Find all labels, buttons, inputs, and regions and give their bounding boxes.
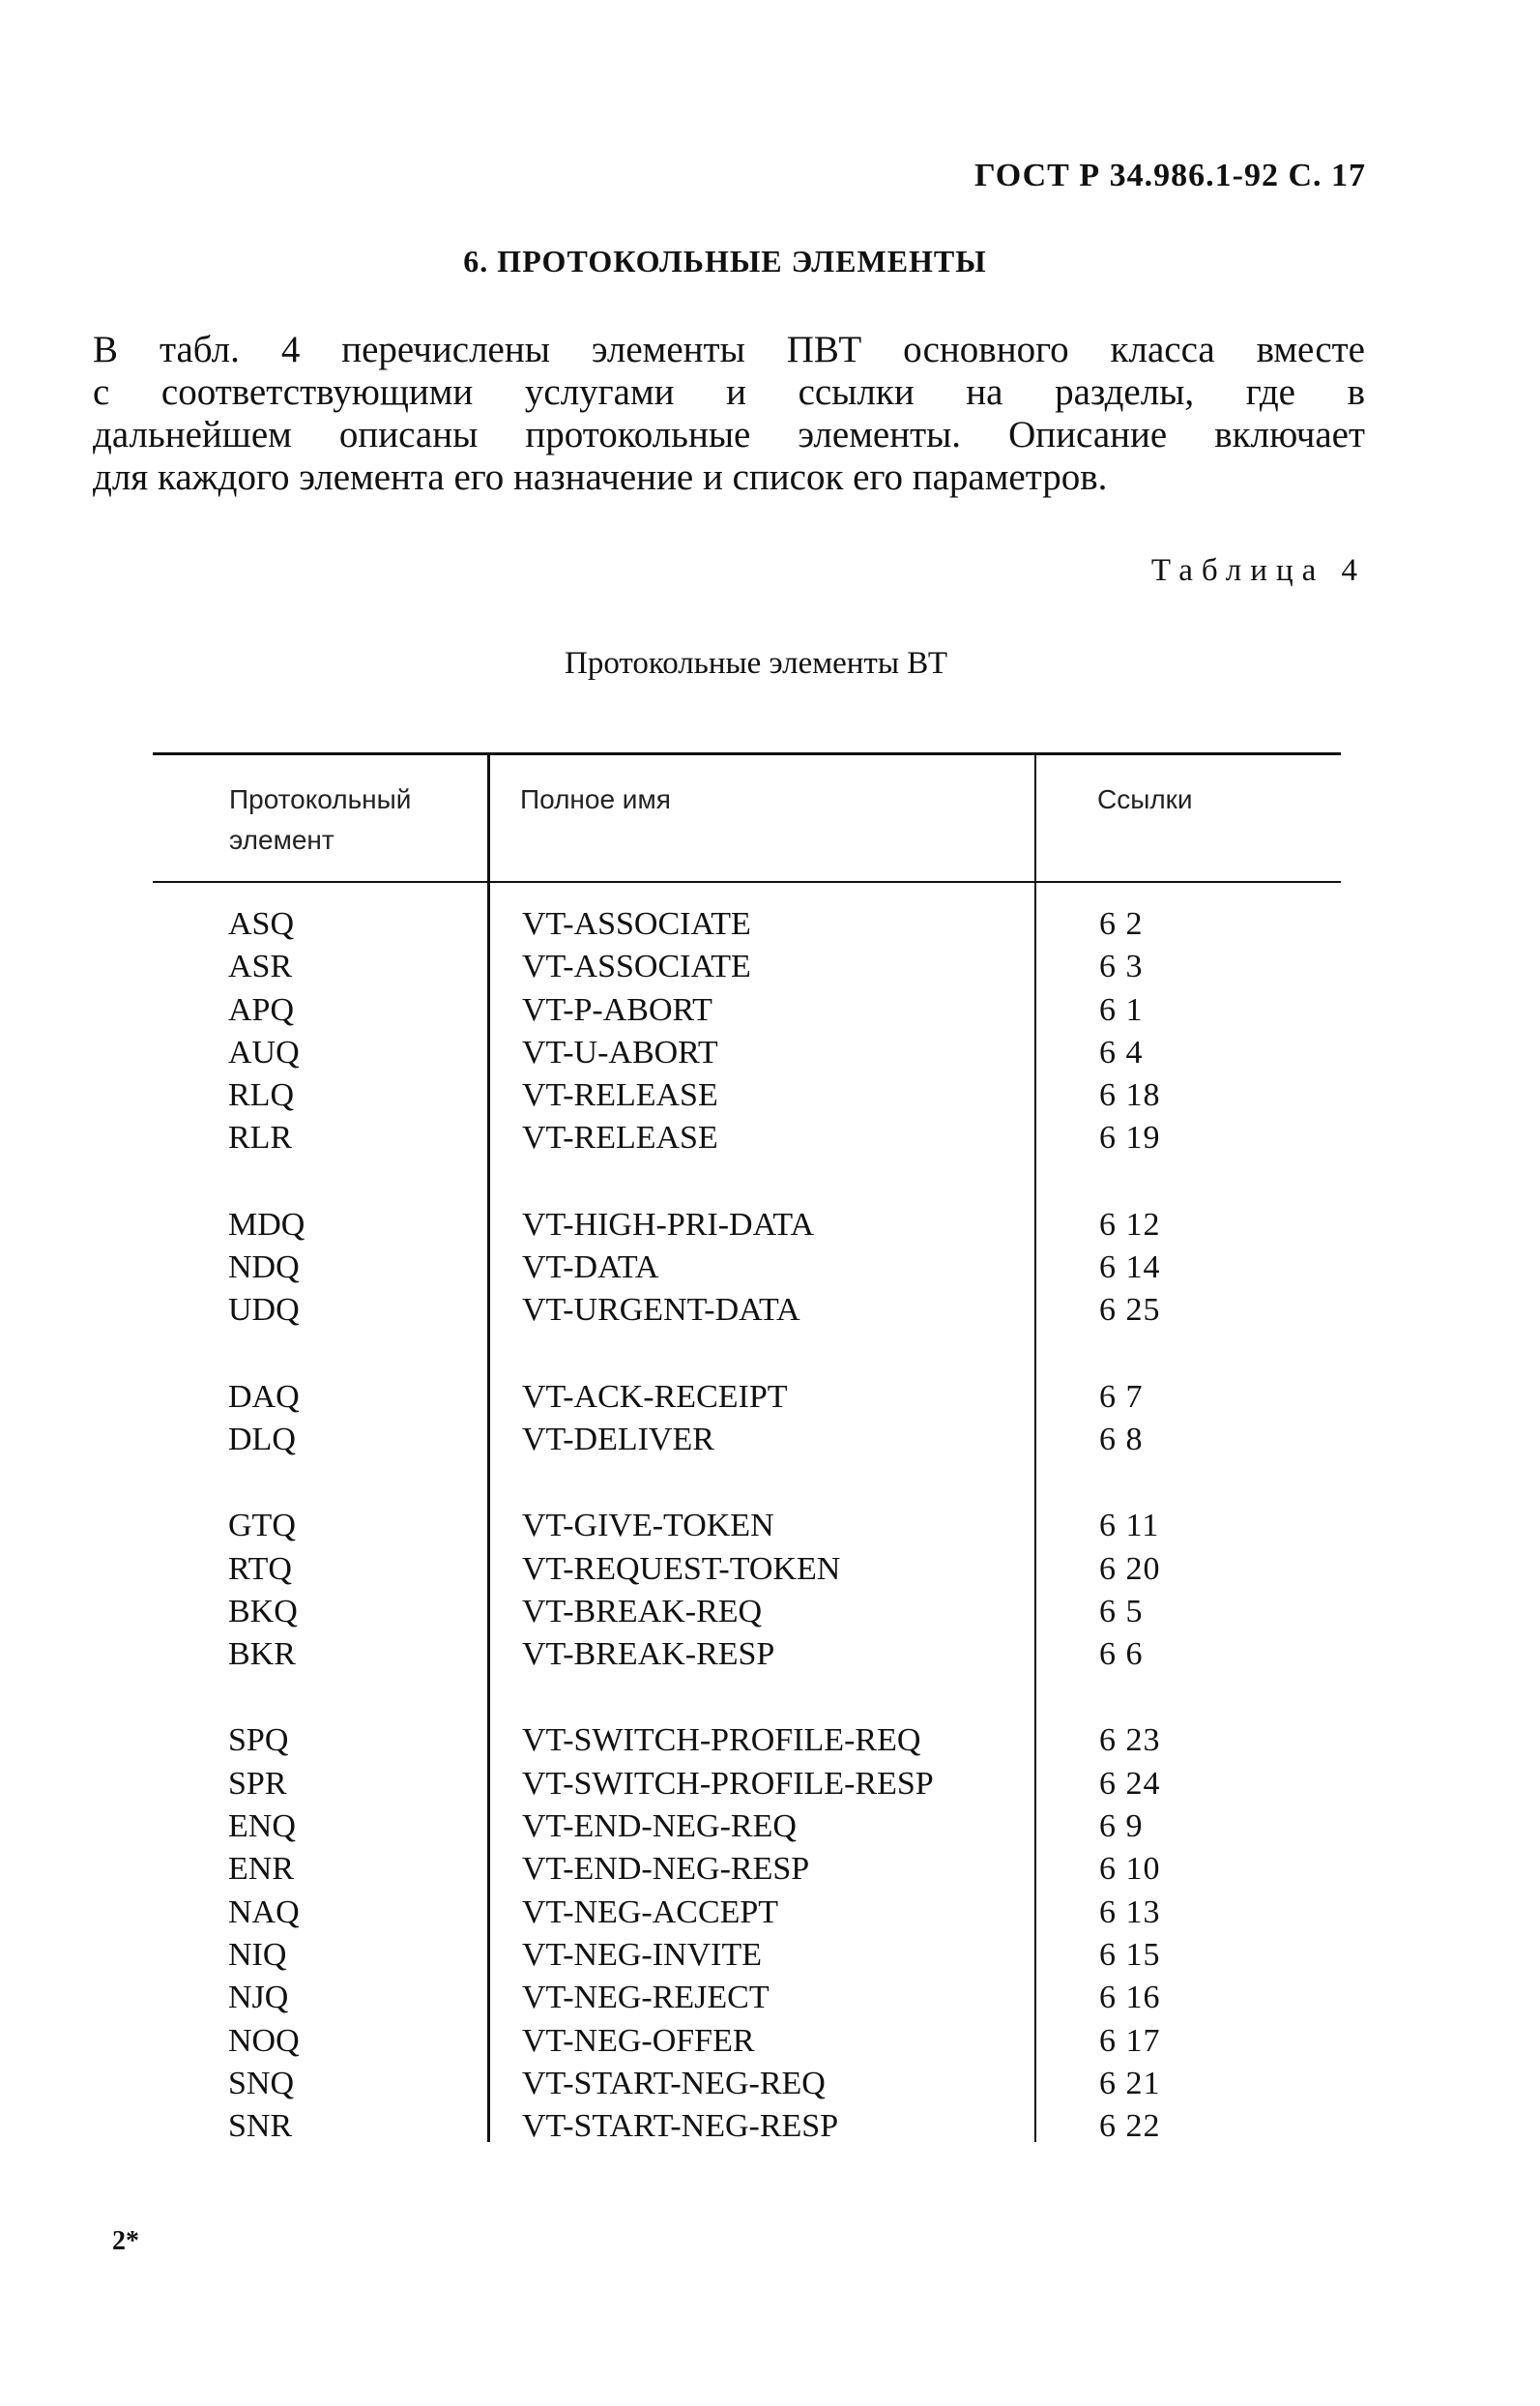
table-body [0,903,1540,2148]
table-row [0,1376,1540,1419]
cell-reference: 6 15 [1099,1936,1161,1973]
table-row [0,903,1540,946]
cell-element: NAQ [228,1893,300,1930]
table-top-rule [153,752,1341,755]
table-row [0,1977,1540,2019]
cell-element: NJQ [228,1980,289,2016]
cell-reference: 6 17 [1099,2022,1161,2059]
cell-full-name: VT-ACK-RECEIPT [522,1378,788,1415]
table-label: Таблица 4 [1150,553,1366,588]
table-row [0,2063,1540,2105]
cell-full-name: VT-URGENT-DATA [522,1292,800,1329]
intro-paragraph [93,329,1365,499]
cell-reference: 6 18 [1099,1077,1161,1114]
table-row [0,1934,1540,1977]
header-references: Ссылки [1097,784,1193,814]
table-row [0,1032,1540,1074]
table-row [0,1117,1540,1159]
table-row [0,1719,1540,1762]
cell-full-name: VT-RELEASE [522,1077,718,1114]
header-full-name: Полное имя [520,784,671,814]
table-row [0,1633,1540,1676]
cell-element: BKR [228,1636,296,1673]
cell-reference: 6 14 [1099,1249,1161,1286]
cell-full-name: VT-REQUEST-TOKEN [522,1550,841,1587]
cell-element: AUQ [228,1034,300,1071]
table-row [0,1505,1540,1547]
header-element: Протокольный элемент [229,784,412,855]
cell-element: ASQ [228,906,295,942]
cell-full-name: VT-END-NEG-RESP [522,1851,810,1888]
cell-element: RTQ [228,1550,292,1587]
cell-reference: 6 24 [1099,1765,1161,1802]
cell-full-name: VT-P-ABORT [522,991,712,1028]
table-row [0,1247,1540,1289]
cell-element: RLQ [228,1077,294,1114]
cell-full-name: VT-NEG-OFFER [522,2022,755,2059]
cell-element: UDQ [228,1292,300,1329]
cell-element: SNR [228,2108,293,2145]
table-row [0,1074,1540,1117]
table-row [0,1848,1540,1891]
cell-element: RLR [228,1120,293,1157]
table-row [0,2020,1540,2063]
table-caption: Протокольные элементы ВТ [565,646,947,681]
table-row [0,946,1540,988]
cell-full-name: VT-END-NEG-REQ [522,1808,797,1845]
cell-reference: 6 4 [1099,1034,1144,1071]
cell-full-name: VT-SWITCH-PROFILE-REQ [522,1722,921,1759]
cell-reference: 6 23 [1099,1722,1161,1759]
intro-line: В табл. 4 перечислены элементы ПВТ основного класса вместе [93,329,1365,370]
intro-line: дальнейшем описаны протокольные элементы. Описание включает [93,414,1365,455]
cell-full-name: VT-NEG-REJECT [522,1980,770,2016]
section-title: 6. ПРОТОКОЛЬНЫЕ ЭЛЕМЕНТЫ [463,244,987,279]
table-row [0,1805,1540,1848]
table-row [0,1204,1540,1247]
cell-reference: 6 25 [1099,1292,1161,1329]
cell-reference: 6 8 [1099,1421,1144,1457]
cell-reference: 6 11 [1099,1508,1160,1544]
cell-element: SNQ [228,2065,295,2101]
table-header-rule [153,881,1341,883]
cell-element: ASR [228,949,293,985]
cell-element: MDQ [228,1206,305,1243]
cell-reference: 6 3 [1099,949,1144,985]
cell-full-name: VT-ASSOCIATE [522,906,751,942]
cell-element: APQ [228,991,295,1028]
cell-full-name: VT-BREAK-RESP [522,1636,775,1673]
cell-full-name: VT-ASSOCIATE [522,949,751,985]
cell-reference: 6 5 [1099,1593,1144,1629]
cell-reference: 6 10 [1099,1851,1161,1888]
cell-reference: 6 16 [1099,1980,1161,2016]
cell-element: NIQ [228,1936,287,1973]
intro-line: с соответствующими услугами и ссылки на разделы, где в [93,371,1365,413]
cell-element: BKQ [228,1593,298,1629]
table-row [0,2105,1540,2148]
cell-full-name: VT-DATA [522,1249,659,1286]
cell-full-name: VT-DELIVER [522,1421,714,1457]
signature-mark: 2* [112,2226,139,2256]
cell-element: SPR [228,1765,287,1802]
cell-full-name: VT-RELEASE [522,1120,718,1157]
cell-reference: 6 9 [1099,1808,1144,1845]
cell-full-name: VT-GIVE-TOKEN [522,1508,774,1544]
cell-full-name: VT-SWITCH-PROFILE-RESP [522,1765,934,1802]
cell-reference: 6 1 [1099,991,1144,1028]
cell-full-name: VT-U-ABORT [522,1034,718,1071]
cell-full-name: VT-BREAK-REQ [522,1593,763,1629]
table-row [0,1763,1540,1805]
cell-reference: 6 22 [1099,2108,1161,2145]
cell-reference: 6 19 [1099,1120,1161,1157]
table-row [0,1548,1540,1591]
table-row [0,1419,1540,1461]
cell-reference: 6 12 [1099,1206,1161,1243]
cell-element: GTQ [228,1508,296,1544]
cell-element: NOQ [228,2022,300,2059]
cell-full-name: VT-START-NEG-REQ [522,2065,826,2101]
intro-line: для каждого элемента его назначение и список его параметров. [93,456,1108,498]
cell-element: DAQ [228,1378,300,1415]
document-code: ГОСТ Р 34.986.1-92 С. 17 [973,158,1366,193]
cell-full-name: VT-NEG-ACCEPT [522,1893,779,1930]
table-row [0,1591,1540,1633]
cell-element: ENQ [228,1808,296,1845]
cell-reference: 6 2 [1099,906,1144,942]
table-row [0,989,1540,1032]
table-row [0,1892,1540,1934]
cell-reference: 6 6 [1099,1636,1144,1673]
table-row [0,1289,1540,1332]
cell-element: SPQ [228,1722,289,1759]
cell-reference: 6 21 [1099,2065,1161,2101]
cell-reference: 6 7 [1099,1378,1144,1415]
cell-element: ENR [228,1851,294,1888]
cell-full-name: VT-NEG-INVITE [522,1936,763,1973]
cell-element: DLQ [228,1421,296,1457]
cell-reference: 6 20 [1099,1550,1161,1587]
cell-element: NDQ [228,1249,300,1286]
cell-full-name: VT-HIGH-PRI-DATA [522,1206,814,1243]
cell-full-name: VT-START-NEG-RESP [522,2108,839,2145]
cell-reference: 6 13 [1099,1893,1161,1930]
